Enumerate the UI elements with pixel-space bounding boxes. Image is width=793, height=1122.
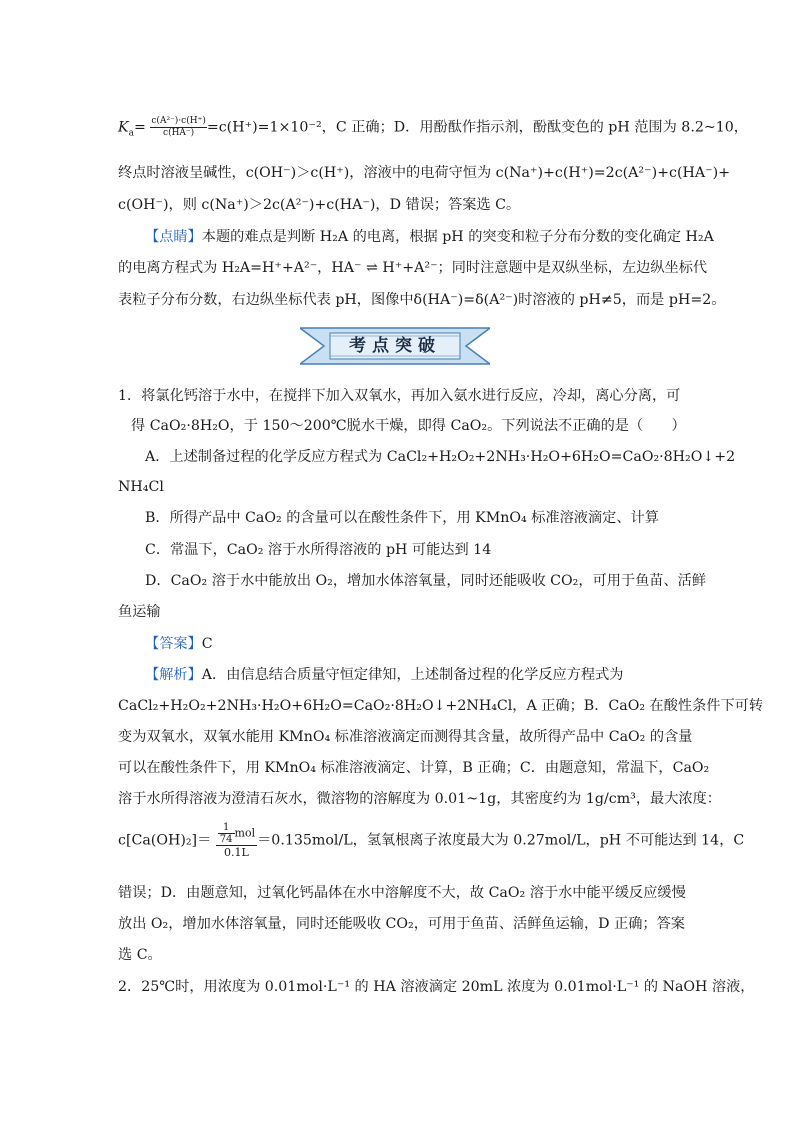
q1-answer	[145, 634, 213, 654]
inner-fraction-denominator: 74	[219, 834, 233, 845]
q1-stem-line: 1．将氯化钙溶于水中，在搅拌下加入双氧水，再加入氨水进行反应，冷却，离心分离，可	[118, 388, 681, 404]
ka-symbol: K	[118, 119, 129, 136]
q1-option-a: A．上述制备过程的化学反应方程式为 CaCl₂+H₂O₂+2NH₃·H₂O+6H₂O=CaO₂·8H₂O↓+2	[145, 449, 736, 465]
q1-option-a-cont: NH₄Cl	[118, 479, 164, 495]
q1-stem-line: 得 CaO₂·8H₂O，于 150～200℃脱水干燥，即得 CaO₂。下列说法不正确的是（ ）	[131, 418, 686, 434]
q1-explanation-line	[145, 665, 623, 685]
equation-fraction-numerator	[216, 822, 257, 846]
paragraph-line: c(OH⁻)，则 c(Na⁺)＞2c(A²⁻)+c(HA⁻)，D 错误；答案选 C。	[118, 197, 521, 213]
q1-option-d: D．CaO₂ 溶于水中能放出 O₂，增加水体溶氧量，同时还能吸收 CO₂，可用于鱼苗、活鲜	[145, 573, 707, 589]
q1-explanation-line: CaCl₂+H₂O₂+2NH₃·H₂O+6H₂O=CaO₂·8H₂O↓+2NH₄Cl，A 正确；B．CaO₂ 在酸性条件下可转	[118, 698, 764, 714]
dianjing-line	[145, 227, 714, 247]
banner-title: 考点突破	[349, 336, 441, 356]
jiexi-label: 【解析】	[145, 667, 202, 683]
section-banner	[300, 326, 490, 366]
inner-fraction	[218, 822, 235, 845]
q1-explanation-line: 放出 O₂，增加水体溶氧量，同时还能吸收 CO₂，可用于鱼苗、活鲜鱼运输，D 正确；答案	[118, 916, 685, 932]
ka-fraction-numerator: c(A²⁻)·c(H⁺)	[151, 116, 206, 126]
dianjing-text: 本题的难点是判断 H₂A 的电离，根据 pH 的突变和粒子分布分数的变化确定 H₂A	[201, 229, 714, 245]
paragraph-line: 的电离方程式为 H₂A=H⁺+A²⁻，HA⁻ ⇌ H⁺+A²⁻；同时注意题中是双纵坐标，左边纵坐标代	[118, 260, 708, 276]
dianjing-label: 【点睛】	[145, 229, 202, 245]
q1-option-d-cont: 鱼运输	[118, 604, 161, 620]
equation-fraction	[216, 822, 257, 859]
ka-expression-rest: =c(H⁺)=1×10⁻²，C 正确；D．用酚酞作指示剂，酚酞变色的 pH 范围为 8.2~10，	[206, 119, 748, 136]
explanation-text: A．由信息结合质量守恒定律知，上述制备过程的化学反应方程式为	[201, 667, 624, 683]
paragraph-line: 表粒子分布分数，右边纵坐标代表 pH，图像中δ(HA⁻)=δ(A²⁻)时溶液的 pH≠5，而是 pH=2。	[118, 292, 726, 308]
q2-stem-line: 2．25℃时，用浓度为 0.01mol·L⁻¹ 的 HA 溶液滴定 20mL 浓度为 0.01mol·L⁻¹ 的 NaOH 溶液，	[118, 979, 755, 995]
ka-fraction	[150, 116, 206, 139]
ka-fraction-denominator: c(HA⁻)	[163, 128, 195, 138]
equation-rhs: ＝0.135mol/L，氢氧根离子浓度最大为 0.27mol/L，pH 不可能达到 14，C	[257, 832, 745, 849]
equation-lhs: c[Ca(OH)₂]＝	[118, 832, 212, 849]
paragraph-line: 终点时溶液呈碱性，c(OH⁻)＞c(H⁺)，溶液中的电荷守恒为 c(Na⁺)+c(H⁺)=2c(A²⁻)+c(HA⁻)+	[118, 165, 731, 181]
q1-concentration-equation	[118, 822, 744, 859]
q1-explanation-line: 错误；D．由题意知，过氧化钙晶体在水中溶解度不大，故 CaO₂ 溶于水中能平缓反应缓慢	[118, 885, 686, 901]
ka-subscript: a	[128, 128, 134, 139]
equation-fraction-denominator: 0.1L	[224, 846, 249, 859]
q1-option-b: B．所得产品中 CaO₂ 的含量可以在酸性条件下，用 KMnO₄ 标准溶液滴定、计算	[145, 510, 659, 526]
ka-expression-line: $K_a=$ $\frac{\text{c(A²⁻)·c(H⁺)}}{c(HA^-)}$ =c(H⁺)=1×10⁻²，C 正确；D．用酚酞作指示剂，酚酞变色的 pH 范围为 8.2~10，	[118, 116, 748, 139]
q1-option-c: C．常温下，CaO₂ 溶于水所得溶液的 pH 可能达到 14	[145, 542, 492, 558]
answer-value: C	[201, 636, 213, 652]
q1-explanation-line: 变为双氧水，双氧水能用 KMnO₄ 标准溶液滴定而测得其含量，故所得产品中 CaO₂ 的含量	[118, 729, 693, 745]
q1-explanation-line: 可以在酸性条件下，用 KMnO₄ 标准溶液滴定、计算，B 正确；C．由题意知，常温下，CaO₂	[118, 760, 710, 776]
q1-explanation-line: 溶于水所得溶液为澄清石灰水，微溶物的溶解度为 0.01~1g，其密度约为 1g/cm³，最大浓度：	[118, 791, 721, 807]
answer-label: 【答案】	[145, 636, 202, 652]
q1-explanation-line: 选 C。	[118, 947, 162, 963]
inner-fraction-numerator: 1	[218, 822, 235, 834]
inner-fraction-unit: mol	[234, 826, 256, 840]
